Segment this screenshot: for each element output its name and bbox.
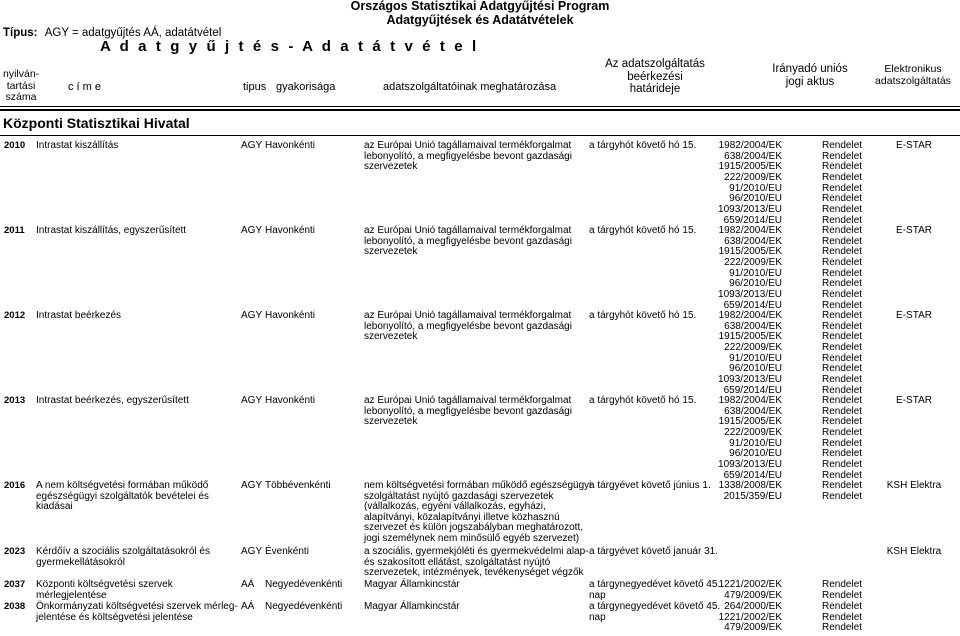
section-heading: A d a t g y ű j t é s - A d a t á t v é t e l bbox=[100, 38, 479, 55]
row-provider-line: és szakosított ellátást, szolgáltatást nyújtó bbox=[364, 556, 551, 568]
eu-law-ref: 1982/2004/EK bbox=[718, 310, 782, 321]
row-title-line: Intrastat beérkezés bbox=[36, 310, 122, 321]
col-reg-no-line: száma bbox=[5, 91, 37, 103]
row-eu-laws bbox=[700, 141, 782, 227]
row-frequency: Havonkénti bbox=[265, 140, 316, 151]
law-type: Rendelet bbox=[822, 140, 863, 151]
row-provider-line: szolgáltatást nyújtó gazdasági szervezetek bbox=[364, 490, 554, 502]
row-provider-line: szervezetek bbox=[364, 161, 418, 173]
law-type: Rendelet bbox=[822, 490, 863, 502]
row-frequency: Negyedévenkénti bbox=[265, 579, 343, 590]
law-type: Rendelet bbox=[822, 374, 863, 386]
row-electronic: KSH Elektra bbox=[886, 546, 942, 557]
row-title-line: kiadásai bbox=[36, 501, 73, 513]
row-law-types bbox=[822, 311, 862, 397]
row-type: AÁ bbox=[241, 579, 255, 590]
eu-law-ref: 1221/2002/EK bbox=[718, 611, 782, 623]
eu-law-ref: 1915/2005/EK bbox=[718, 246, 782, 258]
eu-law-ref: 1982/2004/EK bbox=[718, 140, 782, 151]
col-reg-no-line: tartási bbox=[6, 79, 36, 92]
row-title bbox=[36, 580, 236, 601]
row-eu-laws bbox=[700, 481, 782, 502]
law-type: Rendelet bbox=[822, 601, 863, 612]
eu-law-ref: 222/2009/EK bbox=[724, 342, 782, 354]
row-deadline-line: a tárgynegyedévet követő 45. bbox=[589, 579, 721, 590]
row-title-line: Intrastat kiszállítás bbox=[36, 140, 119, 151]
row-providers bbox=[364, 480, 592, 545]
law-type: Rendelet bbox=[822, 405, 863, 417]
row-deadline bbox=[589, 311, 696, 322]
eu-law-ref: 638/2004/EK bbox=[724, 150, 782, 162]
tipus-legend bbox=[3, 28, 221, 39]
eu-law-ref: 659/2014/EU bbox=[723, 299, 782, 311]
row-deadline-line: nap bbox=[589, 589, 606, 601]
row-law-types bbox=[822, 226, 862, 312]
eu-law-ref: 1093/2013/EU bbox=[718, 204, 782, 216]
col-gyakorisaga: gyakorisága bbox=[276, 81, 336, 93]
col-deadline-line: határideje bbox=[629, 83, 681, 95]
row-id: 2023 bbox=[4, 546, 26, 557]
law-type: Rendelet bbox=[822, 459, 863, 471]
law-type: Rendelet bbox=[822, 363, 863, 375]
row-eu-laws bbox=[700, 602, 782, 634]
row-id: 2012 bbox=[4, 310, 26, 321]
row-frequency: Havonkénti bbox=[265, 310, 316, 321]
law-type: Rendelet bbox=[822, 204, 863, 216]
row-provider-line: Magyar Államkincstár bbox=[364, 579, 460, 590]
row-type: AÁ bbox=[241, 601, 255, 612]
row-provider-line: az Európai Unió tagállamaival termékforgalmat bbox=[364, 140, 572, 151]
row-providers bbox=[364, 602, 584, 613]
row-id: 2038 bbox=[4, 601, 26, 612]
law-type: Rendelet bbox=[822, 395, 863, 406]
row-provider-line: szervezet és külön jogszabályban meghatározott, bbox=[364, 522, 584, 534]
row-deadline-line: a tárgyhót követő hó 15. bbox=[589, 395, 697, 406]
row-id: 2016 bbox=[4, 480, 26, 491]
col-adatszolgaltatok: adatszolgáltatóinak meghatározása bbox=[383, 81, 557, 93]
law-type: Rendelet bbox=[822, 278, 863, 290]
law-type: Rendelet bbox=[822, 469, 863, 481]
row-title-line: Önkormányzati költségvetési szervek mérleg- bbox=[36, 601, 238, 612]
row-title-line: A nem költségvetési formában működő bbox=[36, 480, 209, 491]
law-type: Rendelet bbox=[822, 320, 863, 332]
eu-law-ref: 96/2010/EU bbox=[729, 193, 782, 205]
row-deadline-line: a tárgyévet követő június 1. bbox=[589, 480, 711, 491]
row-frequency: Többévenkénti bbox=[265, 480, 331, 491]
row-providers bbox=[364, 546, 589, 579]
row-providers bbox=[364, 141, 584, 173]
law-type: Rendelet bbox=[822, 579, 863, 590]
row-title-line: Intrastat beérkezés, egyszerűsített bbox=[36, 395, 189, 406]
row-provider-line: az Európai Unió tagállamaival termékforgalmat bbox=[364, 310, 572, 321]
col-electronic-line: Elektronikus bbox=[884, 63, 942, 75]
row-title-line: Kérdőív a szociális szolgáltatásokról és bbox=[36, 546, 210, 557]
row-provider-line: Magyar Államkincstár bbox=[364, 601, 460, 612]
row-title bbox=[36, 226, 236, 237]
eu-law-ref: 1093/2013/EU bbox=[718, 289, 782, 301]
row-title-line: Központi költségvetési szervek bbox=[36, 579, 173, 590]
eu-law-ref: 96/2010/EU bbox=[729, 448, 782, 460]
col-deadline-line: beérkezési bbox=[627, 70, 683, 83]
row-title bbox=[36, 141, 236, 152]
col-eu-law-line: jogi aktus bbox=[785, 75, 835, 88]
col-deadline bbox=[596, 58, 714, 96]
row-title-line: Intrastat kiszállítás, egyszerűsített bbox=[36, 225, 187, 236]
row-provider-line: lebonyolító, a megfigyelésbe bevont gazdasági bbox=[364, 235, 572, 247]
eu-law-ref: 91/2010/EU bbox=[729, 267, 782, 279]
law-type: Rendelet bbox=[822, 342, 863, 354]
col-tipus: tipus bbox=[243, 81, 267, 93]
row-type: AGY bbox=[241, 395, 263, 406]
eu-law-ref: 2015/359/EU bbox=[723, 490, 782, 502]
row-provider-line: szervezetek bbox=[364, 331, 418, 343]
eu-law-ref: 1221/2002/EK bbox=[718, 579, 782, 590]
row-type: AGY bbox=[241, 140, 263, 151]
col-electronic-line: adatszolgáltatás bbox=[875, 75, 951, 87]
eu-law-ref: 91/2010/EU bbox=[729, 437, 782, 449]
law-type: Rendelet bbox=[822, 331, 863, 343]
eu-law-ref: 96/2010/EU bbox=[729, 363, 782, 375]
row-electronic: KSH Elektra bbox=[886, 480, 942, 491]
row-law-types bbox=[822, 141, 862, 227]
eu-law-ref: 1093/2013/EU bbox=[718, 374, 782, 386]
row-type: AGY bbox=[241, 480, 263, 491]
row-law-types bbox=[822, 602, 862, 634]
row-electronic: E-STAR bbox=[896, 395, 932, 406]
eu-law-ref: 1915/2005/EK bbox=[718, 161, 782, 173]
row-deadline-line: a tárgyhót követő hó 15. bbox=[589, 140, 697, 151]
row-provider-line: az Európai Unió tagállamaival termékforgalmat bbox=[364, 395, 572, 406]
col-eu-law bbox=[760, 63, 860, 88]
col-deadline-line: Az adatszolgáltatás bbox=[605, 58, 705, 70]
row-provider-line: nem költségvetési formában működő egészségügyi bbox=[364, 480, 592, 491]
row-providers bbox=[364, 226, 584, 258]
row-provider-line: alapítványi, közalapítványi illetve közhasznú bbox=[364, 511, 560, 523]
col-cime: c í m e bbox=[68, 81, 102, 93]
header-rule-top bbox=[0, 106, 960, 107]
tipus-value: AGY = adatgyűjtés AÁ, adatátvétel bbox=[44, 27, 222, 39]
row-deadline-line: nap bbox=[589, 611, 606, 623]
row-frequency: Negyedévenkénti bbox=[265, 601, 343, 612]
law-type: Rendelet bbox=[822, 611, 863, 623]
row-provider-line: szervezetek bbox=[364, 416, 418, 428]
law-type: Rendelet bbox=[822, 182, 863, 194]
row-provider-line: a szociális, gyermekjóléti és gyermekvédelmi alap- bbox=[364, 546, 589, 557]
eu-law-ref: 638/2004/EK bbox=[724, 320, 782, 332]
row-deadline bbox=[589, 547, 718, 558]
law-type: Rendelet bbox=[822, 225, 863, 236]
row-frequency: Havonkénti bbox=[265, 395, 316, 406]
section-title: Központi Statisztikai Hivatal bbox=[3, 115, 190, 131]
row-provider-line: (vállalkozás, egyéni vállalkozás, egyházi, bbox=[364, 501, 546, 513]
row-deadline-line: a tárgyévet követő január 31. bbox=[589, 546, 718, 557]
row-law-types bbox=[822, 580, 862, 601]
row-law-types bbox=[822, 396, 862, 482]
row-frequency: Évenkénti bbox=[265, 546, 309, 557]
law-type: Rendelet bbox=[822, 193, 863, 205]
law-type: Rendelet bbox=[822, 437, 863, 449]
law-type: Rendelet bbox=[822, 589, 863, 601]
eu-law-ref: 638/2004/EK bbox=[724, 405, 782, 417]
program-title: Országos Statisztikai Adatgyűjtési Program bbox=[350, 0, 610, 13]
row-eu-laws bbox=[700, 226, 782, 312]
law-type: Rendelet bbox=[822, 427, 863, 439]
law-type: Rendelet bbox=[822, 289, 863, 301]
row-electronic: E-STAR bbox=[896, 140, 932, 151]
law-type: Rendelet bbox=[822, 480, 863, 491]
row-title bbox=[36, 547, 236, 568]
eu-law-ref: 638/2004/EK bbox=[724, 235, 782, 247]
row-provider-line: lebonyolító, a megfigyelésbe bevont gazdasági bbox=[364, 320, 572, 332]
law-type: Rendelet bbox=[822, 267, 863, 279]
row-electronic: E-STAR bbox=[896, 310, 932, 321]
col-reg-no-line: nyilván- bbox=[3, 68, 40, 80]
law-type: Rendelet bbox=[822, 310, 863, 321]
eu-law-ref: 264/2000/EK bbox=[724, 601, 782, 612]
row-frequency: Havonkénti bbox=[265, 225, 316, 236]
row-deadline bbox=[589, 141, 696, 152]
eu-law-ref: 222/2009/EK bbox=[724, 257, 782, 269]
law-type: Rendelet bbox=[822, 622, 863, 634]
law-type: Rendelet bbox=[822, 257, 863, 269]
row-providers bbox=[364, 311, 584, 343]
eu-law-ref: 659/2014/EU bbox=[723, 469, 782, 481]
row-id: 2011 bbox=[4, 225, 25, 236]
row-deadline-line: a tárgynegyedévet követő 45. bbox=[589, 601, 721, 612]
row-deadline bbox=[589, 481, 711, 492]
row-type: AGY bbox=[241, 546, 263, 557]
eu-law-ref: 222/2009/EK bbox=[724, 172, 782, 184]
eu-law-ref: 1982/2004/EK bbox=[718, 395, 782, 406]
row-provider-line: lebonyolító, a megfigyelésbe bevont gazdasági bbox=[364, 150, 572, 162]
row-type: AGY bbox=[241, 225, 263, 236]
law-type: Rendelet bbox=[822, 246, 863, 258]
row-type: AGY bbox=[241, 310, 263, 321]
eu-law-ref: 659/2014/EU bbox=[723, 384, 782, 396]
header-rule-bottom bbox=[0, 109, 960, 111]
law-type: Rendelet bbox=[822, 172, 863, 184]
row-deadline-line: a tárgyhót követő hó 15. bbox=[589, 310, 697, 321]
program-subtitle: Adatgyűjtések és Adatátvételek bbox=[386, 13, 574, 27]
law-type: Rendelet bbox=[822, 299, 863, 311]
row-provider-line: szervezetek bbox=[364, 246, 418, 258]
row-providers bbox=[364, 580, 584, 591]
law-type: Rendelet bbox=[822, 235, 863, 247]
col-electronic bbox=[868, 63, 958, 87]
eu-law-ref: 1915/2005/EK bbox=[718, 416, 782, 428]
eu-law-ref: 479/2009/EK bbox=[724, 589, 782, 601]
row-id: 2010 bbox=[4, 140, 26, 151]
row-eu-laws bbox=[700, 311, 782, 397]
row-deadline bbox=[589, 226, 696, 237]
eu-law-ref: 222/2009/EK bbox=[724, 427, 782, 439]
eu-law-ref: 96/2010/EU bbox=[729, 278, 782, 290]
law-type: Rendelet bbox=[822, 214, 863, 226]
row-title bbox=[36, 602, 236, 623]
law-type: Rendelet bbox=[822, 150, 863, 162]
row-title-line: egészségügyi szolgáltatók bevételei és bbox=[36, 490, 209, 502]
row-eu-laws bbox=[700, 396, 782, 482]
col-eu-law-line: Irányadó uniós bbox=[772, 63, 848, 75]
section-rule bbox=[0, 135, 960, 136]
row-deadline-line: a tárgyhót követő hó 15. bbox=[589, 225, 697, 236]
eu-law-ref: 659/2014/EU bbox=[723, 214, 782, 226]
eu-law-ref: 91/2010/EU bbox=[729, 352, 782, 364]
law-type: Rendelet bbox=[822, 416, 863, 428]
eu-law-ref: 1915/2005/EK bbox=[718, 331, 782, 343]
row-provider-line: jogi személynek nem minősülő egyéb szervezet) bbox=[364, 532, 580, 544]
row-electronic: E-STAR bbox=[896, 225, 932, 236]
row-provider-line: az Európai Unió tagállamaival termékforgalmat bbox=[364, 225, 572, 236]
col-reg-no bbox=[3, 69, 39, 104]
law-type: Rendelet bbox=[822, 384, 863, 396]
row-title-line: jelentése és költségvetési jelentése bbox=[36, 611, 193, 623]
row-id: 2037 bbox=[4, 579, 26, 590]
law-type: Rendelet bbox=[822, 448, 863, 460]
eu-law-ref: 91/2010/EU bbox=[729, 182, 782, 194]
law-type: Rendelet bbox=[822, 161, 863, 173]
row-title-line: gyermekellátásokról bbox=[36, 556, 125, 568]
eu-law-ref: 479/2009/EK bbox=[724, 622, 782, 634]
row-id: 2013 bbox=[4, 395, 26, 406]
law-type: Rendelet bbox=[822, 352, 863, 364]
row-title-line: mérlegjelentése bbox=[36, 589, 107, 601]
row-provider-line: lebonyolító, a megfigyelésbe bevont gazdasági bbox=[364, 405, 572, 417]
eu-law-ref: 1093/2013/EU bbox=[718, 459, 782, 471]
row-title bbox=[36, 311, 236, 322]
row-eu-laws bbox=[700, 580, 782, 601]
row-title bbox=[36, 396, 236, 407]
eu-law-ref: 1338/2008/EK bbox=[718, 480, 782, 491]
row-law-types bbox=[822, 481, 862, 502]
row-provider-line: szervezetek, intézmények, tevékenységet végzők bbox=[364, 567, 584, 579]
row-title bbox=[36, 481, 236, 513]
tipus-label: Típus: bbox=[3, 27, 38, 39]
eu-law-ref: 1982/2004/EK bbox=[718, 225, 782, 236]
row-providers bbox=[364, 396, 584, 428]
row-deadline bbox=[589, 396, 696, 407]
